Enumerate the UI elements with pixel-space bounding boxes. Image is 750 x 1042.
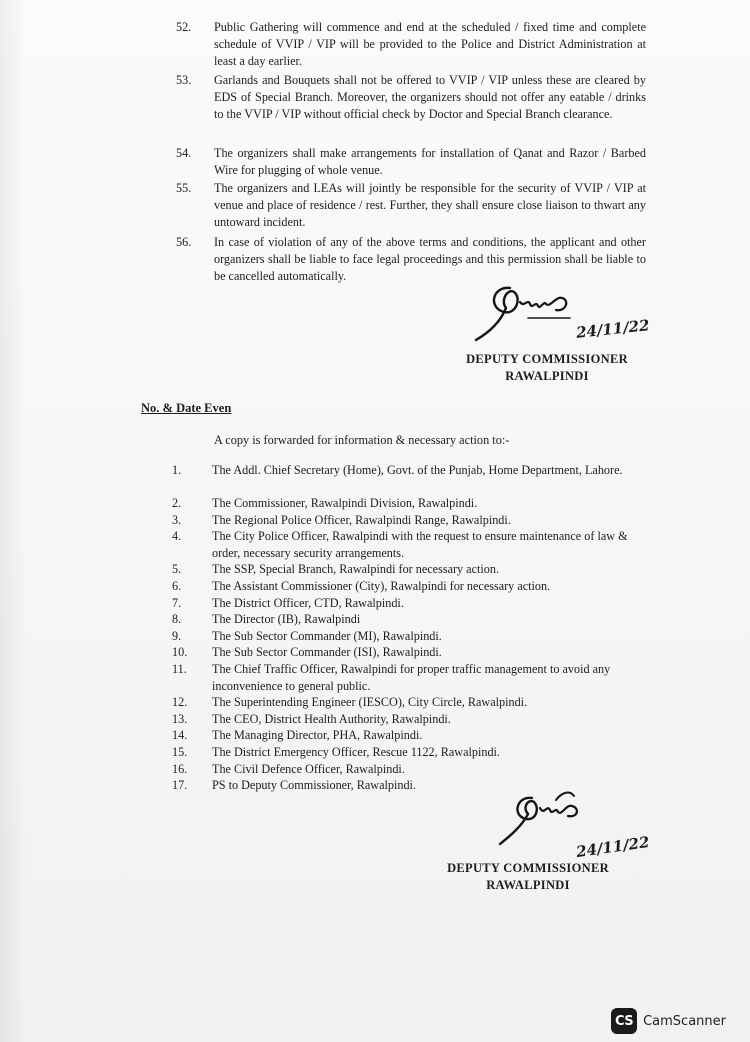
item-number: 12.: [172, 695, 188, 710]
signature-block-top: [452, 351, 642, 385]
term-number: 56.: [176, 235, 192, 249]
term-text: The organizers and LEAs will jointly be responsible for the security of VVIP / VIP at venue and place of residence / rest. Further, they shall ensure close liaison to thwart any untoward incident.: [214, 181, 646, 229]
item-number: 7.: [172, 595, 182, 610]
term-53: [176, 72, 646, 123]
forward-intro: A copy is forwarded for information & necessary action to:-: [214, 433, 510, 447]
item-number: 3.: [172, 512, 182, 527]
item-text: The Regional Police Officer, Rawalpindi Range, Rawalpindi.: [212, 512, 511, 527]
term-text: In case of violation of any of the above terms and conditions, the applicant and other organizers shall be liable to face legal proceedings and this permission shall be liable to be cancelled automatically.: [214, 235, 646, 283]
item-number: 14.: [172, 728, 188, 743]
list-item: [172, 644, 642, 661]
list-item: [172, 744, 642, 761]
term-52: [176, 19, 646, 70]
item-text: The Chief Traffic Officer, Rawalpindi for proper traffic management to avoid any inconvenience to general public.: [212, 661, 611, 693]
item-text: The District Emergency Officer, Rescue 1122, Rawalpindi.: [212, 744, 500, 759]
list-item: [172, 595, 642, 612]
term-54: [176, 145, 646, 179]
watermark-label: CamScanner: [643, 1013, 726, 1029]
signature-date-top: 24/11/22: [575, 316, 651, 342]
signature-block-bottom: [430, 860, 626, 894]
item-number: 11.: [172, 661, 187, 676]
item-number: 15.: [172, 744, 188, 759]
list-item: [172, 727, 642, 744]
signatory-location: RAWALPINDI: [486, 878, 570, 892]
item-number: 2.: [172, 496, 182, 510]
term-text: The organizers shall make arrangements for installation of Qanat and Razor / Barbed Wire for plugging of whole venue.: [214, 146, 646, 177]
item-text: The City Police Officer, Rawalpindi with the request to ensure maintenance of law & order, necessary security arrangements.: [212, 529, 628, 560]
list-item: [172, 611, 642, 628]
list-item: [172, 462, 642, 495]
item-number: 8.: [172, 612, 182, 627]
item-text: The District Officer, CTD, Rawalpindi.: [212, 595, 404, 610]
camscanner-watermark: [611, 1008, 726, 1034]
item-text: PS to Deputy Commissioner, Rawalpindi.: [212, 778, 416, 793]
list-item: [172, 578, 642, 595]
recipients-list: [172, 462, 642, 794]
term-number: 54.: [176, 146, 192, 160]
term-text: Public Gathering will commence and end at the scheduled / fixed time and complete schedule of VVIP / VIP will be provided to the Police and District Administration at least a day earlier.: [214, 20, 646, 68]
camscanner-logo-icon: CS: [611, 1008, 637, 1034]
item-number: 1.: [172, 463, 182, 477]
list-item: [172, 561, 642, 578]
page-fold-shadow: [0, 0, 26, 1042]
item-text: The Sub Sector Commander (MI), Rawalpindi.: [212, 628, 442, 643]
list-item: [172, 628, 642, 645]
item-text: The CEO, District Health Authority, Rawalpindi.: [212, 711, 451, 726]
list-item: [172, 528, 642, 561]
term-55: [176, 180, 646, 231]
signature-date-bottom: 24/11/22: [575, 832, 651, 862]
list-item: [172, 495, 642, 512]
item-number: 9.: [172, 628, 182, 643]
item-text: The Assistant Commissioner (City), Rawalpindi for necessary action.: [212, 578, 551, 593]
item-number: 13.: [172, 711, 188, 726]
reference-line: No. & Date Even: [141, 401, 232, 415]
item-text: The Civil Defence Officer, Rawalpindi.: [212, 761, 405, 776]
list-item: [172, 661, 642, 694]
item-number: 16.: [172, 761, 188, 776]
item-text: The Sub Sector Commander (ISI), Rawalpindi.: [212, 645, 442, 660]
list-item: [172, 761, 642, 778]
item-number: 17.: [172, 778, 188, 793]
item-text: The Director (IB), Rawalpindi: [212, 612, 361, 627]
item-text: The Superintending Engineer (IESCO), City Circle, Rawalpindi.: [212, 695, 528, 710]
item-number: 5.: [172, 562, 182, 577]
term-number: 52.: [176, 20, 192, 34]
term-number: 53.: [176, 73, 192, 87]
list-item: [172, 512, 642, 529]
item-text: The SSP, Special Branch, Rawalpindi for necessary action.: [212, 562, 500, 577]
item-text: The Commissioner, Rawalpindi Division, Rawalpindi.: [212, 496, 478, 510]
signatory-title: DEPUTY COMMISSIONER: [447, 861, 609, 875]
signatory-title: DEPUTY COMMISSIONER: [466, 352, 628, 366]
item-number: 4.: [172, 529, 182, 544]
list-item: [172, 694, 642, 711]
item-text: The Addl. Chief Secretary (Home), Govt. of the Punjab, Home Department, Lahore.: [212, 463, 623, 477]
term-number: 55.: [176, 181, 192, 195]
term-text: Garlands and Bouquets shall not be offered to VVIP / VIP unless these are cleared by EDS of Special Branch. Moreover, the organizers should not offer any eatable / drinks to the VVIP / VIP without official check by Doctor and Special Branch clearance.: [214, 73, 646, 121]
signatory-location: RAWALPINDI: [505, 369, 589, 383]
item-text: The Managing Director, PHA, Rawalpindi.: [212, 728, 423, 743]
item-number: 10.: [172, 645, 188, 660]
list-item: [172, 711, 642, 728]
item-number: 6.: [172, 578, 182, 593]
